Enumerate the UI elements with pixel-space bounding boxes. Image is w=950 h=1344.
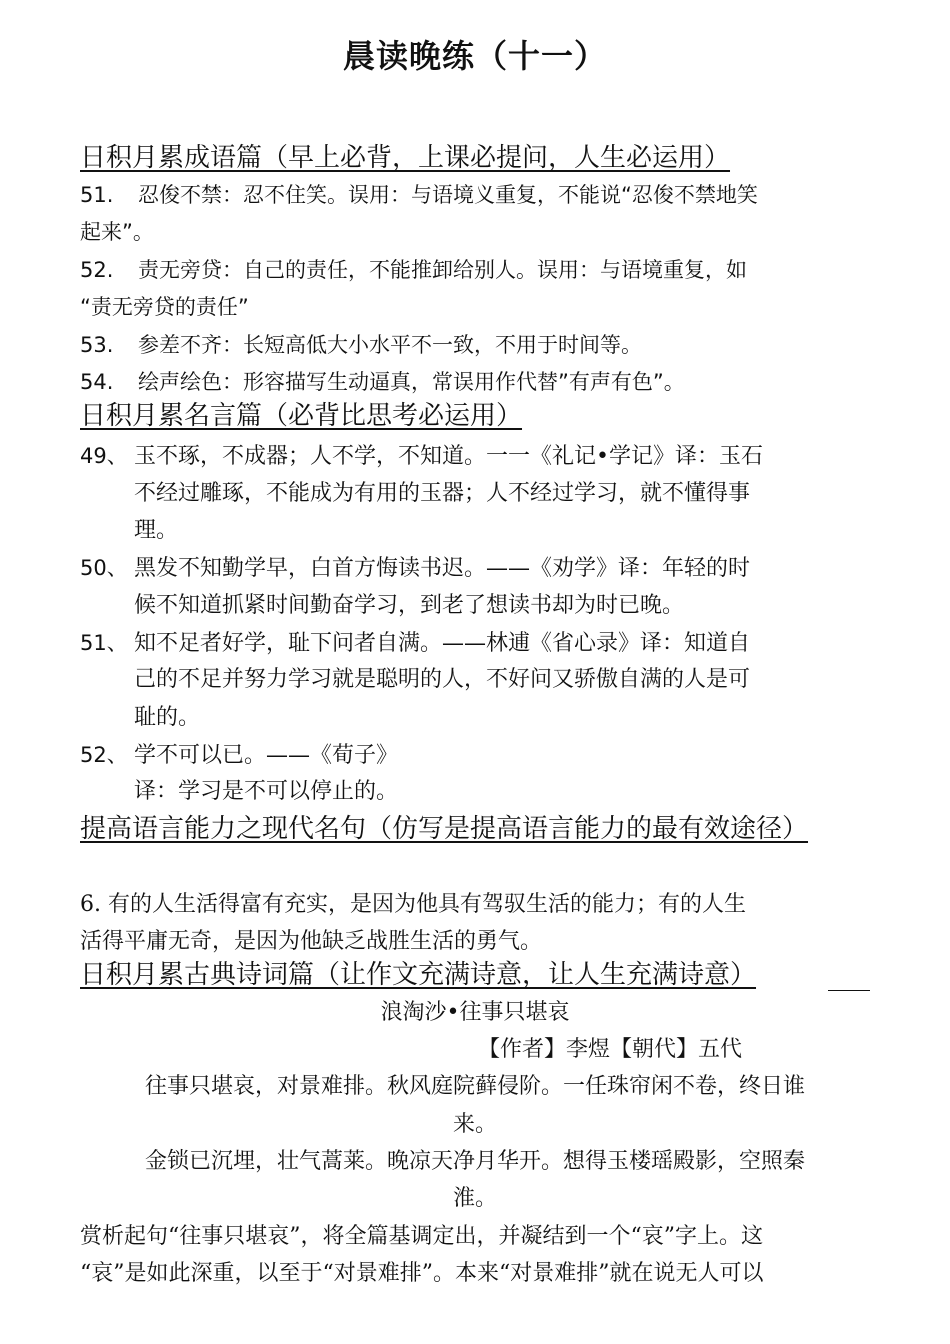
idioms-heading: 日积月累成语篇（早上必背，上课必提问，人生必运用）	[80, 143, 731, 173]
quote-translation: 译：学习是不可以停止的。	[134, 779, 399, 804]
quote-text: 知不足者好学，耻下问者自满。——林逋《省心录》译：知道自	[134, 631, 751, 656]
idiom-text: 责无旁贷：自己的责任，不能推卸给别人。误用：与语境重复，如	[138, 258, 747, 282]
quote-number: 52、	[80, 743, 128, 767]
idiom-text: 忍俊不禁：忍不住笑。误用：与语境义重复，不能说“忍俊不禁地笑	[138, 183, 758, 207]
idiom-item	[80, 176, 758, 214]
idiom-number: 53.	[80, 333, 114, 357]
idiom-item	[80, 326, 642, 364]
quote-text-continued: 耻的。	[134, 705, 201, 730]
poem-title: 浪淘沙•往事只堪哀	[380, 1000, 570, 1025]
poetry-heading: 日积月累古典诗词篇（让作文充满诗意，让人生充满诗意）	[80, 960, 757, 990]
idiom-number: 54.	[80, 370, 114, 394]
poem-analysis: 赏析起句“往事只堪哀”，将全篇基调定出，并凝结到一个“哀”字上。这	[80, 1224, 763, 1249]
poem-stanza-line: 淮。	[452, 1186, 497, 1211]
quote-text-continued: 己的不足并努力学习就是聪明的人，不好问又骄傲自满的人是可	[134, 667, 751, 692]
quote-text-continued: 不经过雕琢，不能成为有用的玉器；人不经过学习，就不懂得事	[134, 481, 751, 506]
quote-text: 学不可以已。——《荀子》	[134, 743, 399, 768]
poem-stanza-line: 金锁已沉埋，壮气蒿莱。晚凉天净月华开。想得玉楼瑶殿影，空照秦	[144, 1149, 805, 1174]
quote-text-continued: 候不知道抓紧时间勤奋学习，到老了想读书却为时已晚。	[134, 593, 685, 618]
modern-sentence-continued: 活得平庸无奇，是因为他缺乏战胜生活的勇气。	[80, 929, 543, 954]
poem-stanza-line: 来。	[452, 1112, 497, 1137]
idiom-number: 51.	[80, 183, 114, 207]
idiom-text: 绘声绘色：形容描写生动逼真，常误用作代替”有声有色”。	[138, 370, 685, 394]
quotes-heading: 日积月累名言篇（必背比思考必运用）	[80, 401, 523, 431]
quote-text-continued: 理。	[134, 518, 179, 543]
idiom-text-continued: “责无旁贷的责任”	[80, 295, 249, 319]
quote-item	[80, 549, 750, 588]
idiom-item	[80, 251, 747, 289]
heading-underline-extension	[828, 990, 870, 991]
poem-analysis-continued: “哀”是如此深重，以至于“对景难排”。本来“对景难排”就在说无人可以	[80, 1261, 764, 1286]
quote-item	[80, 437, 763, 476]
idiom-text-continued: 起来”。	[80, 220, 154, 244]
quote-text: 黑发不知勤学早，白首方悔读书迟。——《劝学》译：年轻的时	[134, 556, 751, 581]
quote-text: 玉不琢，不成器；人不学，不知道。一一《礼记•学记》译：玉石	[134, 444, 763, 469]
poem-author: 【作者】李煜【朝代】五代	[478, 1037, 743, 1062]
idiom-number: 52.	[80, 258, 114, 282]
poem-stanza-line: 往事只堪哀，对景难排。秋风庭院藓侵阶。一任珠帘闲不卷，终日谁	[144, 1074, 805, 1099]
idiom-item	[80, 363, 685, 401]
idiom-text: 参差不齐：长短高低大小水平不一致，不用于时间等。	[138, 333, 642, 357]
quote-item	[80, 736, 398, 775]
modern-heading: 提高语言能力之现代名句（仿写是提高语言能力的最有效途径）	[80, 814, 809, 844]
quote-number: 50、	[80, 556, 128, 580]
quote-number: 49、	[80, 444, 128, 468]
quote-number: 51、	[80, 631, 128, 655]
quote-item	[80, 624, 750, 663]
page-title: 晨读晚练（十一）	[342, 37, 607, 75]
modern-sentence: 6. 有的人生活得富有充实，是因为他具有驾驭生活的能力；有的人生	[80, 892, 746, 917]
